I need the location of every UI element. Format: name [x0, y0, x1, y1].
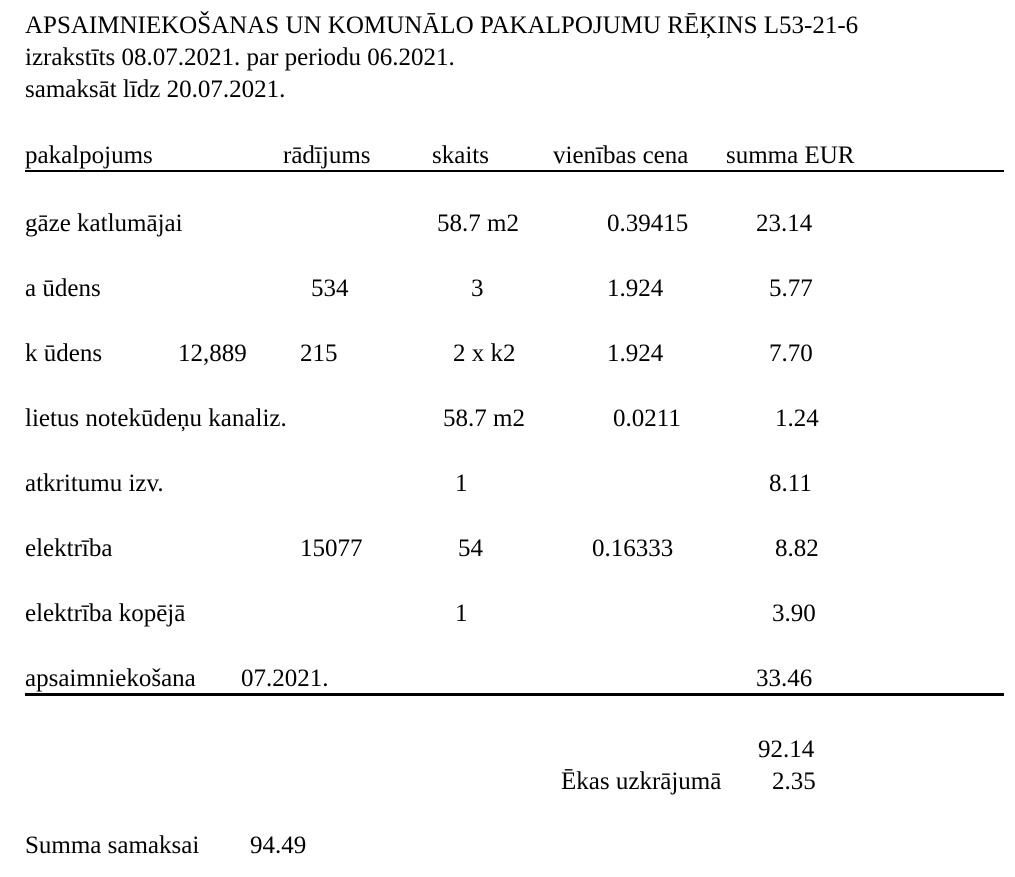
row-2-quantity: 3 [471, 275, 484, 302]
row-6-service: elektrība [25, 535, 113, 562]
row-8-period: 07.2021. [241, 665, 329, 692]
row-3-quantity: 2 x k2 [453, 340, 516, 367]
payment-total-value: 94.49 [250, 832, 307, 859]
row-6-unit-price: 0.16333 [592, 535, 674, 562]
row-5-service: atkritumu izv. [25, 470, 164, 497]
row-3-extra: 12,889 [178, 340, 247, 367]
row-3-unit-price: 1.924 [607, 340, 664, 367]
row-6-quantity: 54 [458, 535, 483, 562]
row-1-amount: 23.14 [756, 210, 813, 237]
row-4-service: lietus notekūdeņu kanaliz. [25, 405, 287, 432]
row-1-quantity: 58.7 m2 [437, 210, 519, 237]
row-1-unit-price: 0.39415 [607, 210, 689, 237]
row-8-amount: 33.46 [756, 665, 813, 692]
column-header-amount: summa EUR [726, 142, 855, 169]
row-1-service: gāze katlumājai [25, 210, 183, 237]
column-header-reading: rādījums [283, 142, 371, 169]
column-header-quantity: skaits [432, 142, 489, 169]
row-4-amount: 1.24 [775, 405, 819, 432]
row-2-amount: 5.77 [769, 275, 813, 302]
row-7-service: elektrība kopējā [25, 600, 186, 627]
payment-total-label: Summa samaksai [25, 832, 200, 859]
row-4-unit-price: 0.0211 [613, 405, 681, 432]
header-divider [25, 170, 1004, 172]
row-5-amount: 8.11 [769, 470, 812, 497]
row-7-amount: 3.90 [772, 600, 816, 627]
row-8-service: apsaimniekošana [25, 665, 196, 692]
row-4-quantity: 58.7 m2 [443, 405, 525, 432]
row-6-amount: 8.82 [775, 535, 819, 562]
row-3-reading: 215 [300, 340, 338, 367]
row-2-reading: 534 [311, 275, 349, 302]
invoice-title: APSAIMNIEKOŠANAS UN KOMUNĀLO PAKALPOJUMU RĒĶINS L53-21-6 [25, 12, 859, 39]
subtotal-value: 92.14 [758, 736, 815, 763]
row-6-reading: 15077 [300, 535, 363, 562]
row-5-quantity: 1 [455, 470, 468, 497]
column-header-service: pakalpojums [25, 142, 153, 169]
due-date-line: samaksāt līdz 20.07.2021. [25, 76, 286, 103]
reserve-label: Ēkas uzkrājumā [561, 768, 722, 795]
issue-line: izrakstīts 08.07.2021. par periodu 06.2021. [25, 44, 455, 71]
row-3-service: k ūdens [25, 340, 103, 367]
column-header-unit-price: vienības cena [553, 142, 689, 169]
row-2-unit-price: 1.924 [607, 275, 664, 302]
row-2-service: a ūdens [25, 275, 101, 302]
table-bottom-divider [25, 693, 1004, 696]
row-3-amount: 7.70 [769, 340, 813, 367]
reserve-value: 2.35 [772, 768, 816, 795]
row-7-quantity: 1 [455, 600, 468, 627]
